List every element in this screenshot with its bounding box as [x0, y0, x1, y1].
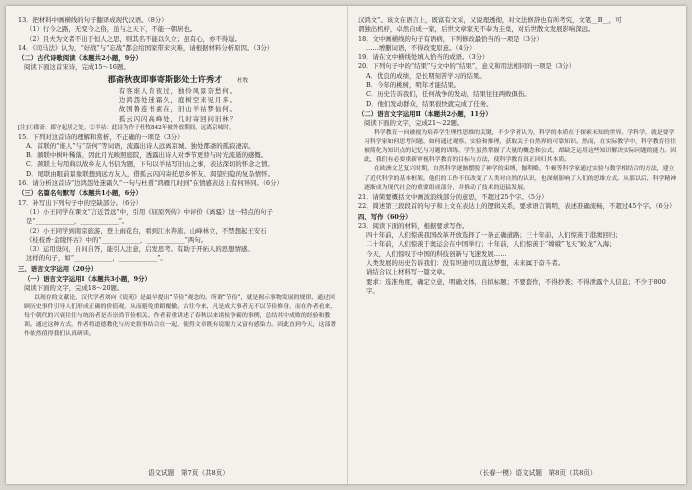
passage-continued: 汉鸿文”。该文在语言上，既富有文采，又说理透彻，对文法修辞也有所考究，文笔__B__，可 [358, 16, 622, 24]
option-15-d: D．尾联由眼前景象联想到远方友人，借孤云闪闪寄托思乡怀友、渴望归隐的复杂情怀。 [26, 169, 274, 178]
language-2-intro: 阅读下面的文字，完成21～22题。 [364, 119, 464, 128]
material-line-5: 请结合以上材料写一篇文章。 [366, 268, 450, 277]
question-17-1: （1）小王同学在课文“言近旨远”中，引用《屈原列传》中评价《离骚》这一特点的句子 [26, 207, 274, 216]
page-8 [358, 16, 678, 468]
section-language-2-heading: （二）语言文字运用Ⅱ（本题共2小题，11分） [358, 109, 492, 118]
option-15-c: C．颈联上句用典以故乡友人书信为题，下句以羊祜写旧山之事，表达深切的怀念之情。 [26, 160, 274, 169]
poem-intro: 阅读下面这首宋诗，完成15～16题。 [24, 63, 130, 72]
option-20-a: A．优良的成绩，是长期刻苦学习的结果。 [366, 71, 486, 80]
poem-title [18, 74, 338, 87]
exam-sheet [6, 6, 686, 484]
question-18: 18．文中画横线的句子有语病，下列修改最恰当的一项是（3分） [358, 34, 543, 43]
question-13-2: （2）且夫为文者不出于恒人之思，则其名不能以久立；虽有心，亦不得逞。 [26, 34, 241, 43]
poem-line-3: 故国鲁连书素在，旧山羊祜梦仙何。 [118, 105, 238, 114]
question-17-1-blank: 是“____________，____________”。 [26, 217, 129, 226]
section-language-1-heading: （一）语言文字运用Ⅰ（本题共3小题，9分） [24, 275, 151, 284]
material-line-3: 今天，人们惊叹于中国的科技创新与飞速发展…… [366, 249, 507, 258]
question-17: 17．补写出下列句子中的空缺部分。（6分） [18, 198, 143, 207]
question-17-3: （3）运用设问，自问自答，能引人注意，启发思考。有助于开拓人的思想情感。 [26, 245, 254, 254]
reading-passage: 以现存的文献论，汉代学者刘向《说苑》是最早提出“节俭”观念的。所谓“节俭”，就是揭示事物发展的规律，通过回顾历史事件引导人们形成正确的价值观，从而避免重蹈覆辙。古往今来，凡是成大事者无不以节俭修身，而在作者看来，每个朝代的兴衰往往与统治者是否崇尚节俭相关。作者着重讲述了春秋以来诸侯争霸的事例，总结其中成败的经验和教训。通过这种方式，作者将道德教化与历史叙事结合在一起，使得文章既有说服力又富有感染力。因此直到今天，这部著作依然值得我们认真研读。 [24, 294, 337, 338]
question-17-3-blank: 这样的句子，如“____________，____________”。 [26, 254, 167, 263]
poem-title-text: 郡斋秋夜即事寄斯影处士许秀才 [107, 73, 223, 84]
material-line-4: 人类发展的历史告诉我们：没有坦途可以直达梦想，未来属于奋斗者。 [366, 259, 565, 268]
page-8-footer: （长春一模）语文试题 第8页（共8页） [476, 469, 597, 477]
option-20-d: D．他们发动群众，结果很快就完成了任务。 [366, 99, 493, 108]
page-fold [347, 6, 348, 484]
question-20: 20．下列句子中的“结果”与文中的“结果”，意义和用法相同的一项是（3分） [358, 62, 575, 71]
writing-requirement: 要求：选准角度，确定立意，明确文体，自拟标题；不要套作，不得抄袭；不得泄露个人信息；不少于800字。 [366, 277, 666, 295]
question-16: 16．请分析这首诗“边鸿怨处迷霜久”一句与杜甫“鸿雁几时到”在情感表达上有何异同。（6分） [18, 179, 283, 188]
option-15-a: A．首联的“谁人”与“奈何”等词语，流露出诗人远离京城、独处郡斋的孤寂凄凉。 [26, 141, 255, 150]
section-fill-heading: （三）名篇名句默写（本题共1小题，6分） [18, 189, 142, 198]
material-line-1: 四十年前，人们惊羡我国改革开放选择了一条正确道路；三十年前，人们惊羡于港澳回归； [366, 231, 622, 240]
question-13: 13．把材料中画横线的句子翻译成现代汉语。（8分） [18, 16, 168, 24]
question-13-1: （1）行今之路，无变今之俗，虽与之天下，不能一朝居也。 [26, 25, 197, 34]
question-22: 22．简述第三段段首的句子和上文在表达上的逻辑关系，要求语言简明，表述准确流畅，不超过45个字。（6分） [358, 202, 676, 211]
question-14: 14．《司马法》认为，“好战”与“忘战”都会给国家带来灾难，请根据材料分析原因。（3分） [18, 43, 274, 52]
language-intro: 阅读下面的文字，完成18～20题。 [24, 284, 124, 293]
question-17-2: （2）小王同学到南京旅游，登上雨花台，看到江水奔流、山峰林立，不禁想起王安石 [26, 226, 267, 235]
page-7 [18, 16, 338, 468]
option-20-c: C．历史告诉我们，任何战争的发动，结果往往两败俱伤。 [366, 90, 531, 99]
poem-line-2: 边鸿怨处迷霜久，庭树空来见月多。 [118, 96, 238, 105]
question-19: 19．请在文中横线处填入恰当的成语。（3分） [358, 53, 489, 62]
poem-line-4: 孤云闪闪高峰处，几时寄回问旧林？ [118, 114, 238, 123]
question-15: 15．下列对这首诗的理解和赏析，不正确的一项是（3分） [18, 132, 184, 141]
question-21: 21．请简要概括文中画波浪线部分的意思，不超过25个字。（5分） [358, 192, 548, 201]
poem-note: [注]①郡斋：郡守起居之处。②羊祜：此诗为作于杜牧842年被外放期间，远离京城时。 [18, 124, 235, 131]
option-20-b: B．今年的桃树，明年才能结果。 [366, 81, 461, 90]
question-18-note: ……增删词语，不得改变原意。（4分） [366, 43, 476, 52]
question-17-2-blank: 《桂枝香·金陵怀古》中的“____________，____________”两句。 [26, 235, 208, 244]
question-23: 23．阅读下面的材料，根据要求写作。 [358, 221, 469, 230]
reading-passage-2: 科学教育一向被视为培养学生理性思维的关键，不少学者认为，科学的本质在于探索未知的世界。学科学，就是要学习科学家如何思考问题、如何通过观察、实验和推理，获取关于自然界的可靠知识。然而，在实际教学中，科学教育往往被简化为知识点的记忆与习题的训练，学生虽然掌握了大量的概念和公式，却缺乏运用这些知识解决实际问题的能力。因此，我们有必要重新审视科学教育的目标与方法，使科学教育真正回归其本质。 [364, 129, 677, 164]
section-language-heading: 三、语言文字运用（20分） [18, 264, 98, 273]
poem-author: 杜牧 [237, 77, 249, 84]
material-line-2: 二十年前，人们惊羡于奥运会在中国举行；十年前，人们惊羡于“嫦娥”飞天“蛟龙”入海； [366, 240, 616, 249]
section-poem-heading: （二）古代诗歌阅读（本题共2小题，9分） [18, 54, 142, 63]
page-7-footer: 语文试题 第7页（共8页） [148, 469, 229, 477]
reading-passage-3: 在欧洲文艺复兴时期，自然科学逐渐摆脱了神学的束缚，伽利略、牛顿等科学家通过实验与数学相结合的方法，建立了近代科学的基本框架。他们的工作不仅改变了人类对自然的认识，也深刻影响了人们的思维方式。从那以后，科学精神逐渐成为现代社会的重要组成部分，并推动了技术的迅猛发展。 [364, 166, 677, 191]
passage-continued-2: 谓独出机杼，卓然自成一家，后世文章家无不奉为圭臬，对后世散文发展影响深远。 [358, 25, 595, 34]
poem-line-1: 有客谁人肯夜过，独怜风景奈愁何。 [118, 86, 238, 95]
option-15-b: B．颔联中树叶稀落，因此月光映照庭院，透露出诗人对季节更替与时光流逝的感慨。 [26, 151, 268, 160]
section-writing-heading: 四、写作（60分） [358, 212, 412, 221]
